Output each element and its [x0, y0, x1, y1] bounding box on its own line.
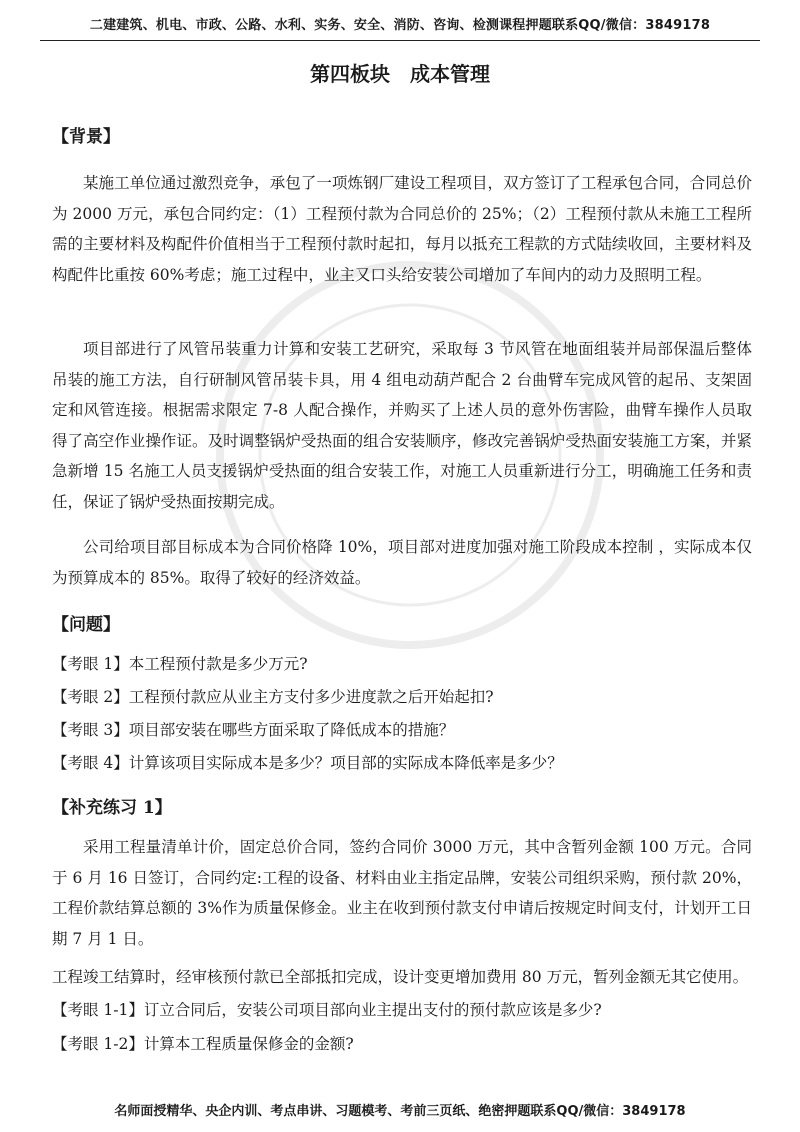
- practice-question-2: 【考眼 1-2】计算本工程质量保修金的金额?: [52, 1035, 354, 1053]
- practice-heading: 【补充练习 1】: [52, 798, 172, 818]
- background-paragraph-3: 公司给项目部目标成本为合同价格降 10%，项目部对进度加强对施工阶段成本控制 ，实际成本仅为预算成本的 85%。取得了较好的经济效益。: [52, 538, 752, 587]
- page-title: 第四板块 成本管理: [310, 62, 490, 86]
- question-4: 【考眼 4】计算该项目实际成本是多少？项目部的实际成本降低率是多少？: [52, 754, 563, 772]
- page-header: 二建建筑、机电、市政、公路、水利、实务、安全、消防、咨询、检测课程押题联系QQ/微信：3849178: [40, 14, 760, 41]
- practice-question-1: 【考眼 1-1】订立合同后，安装公司项目部向业主提出支付的预付款应该是多少?: [52, 1001, 602, 1019]
- background-paragraph-2: 项目部进行了风管吊装重力计算和安装工艺研究，采取每 3 节风管在地面组装并局部保温后整体吊装的施工方法，自行研制风管吊装卡具，用 4 组电动葫芦配合 2 台曲臂车完成风管的起吊、支架固定和风管连接。根据需求限定 7-8 人配合操作，并购买了上述人员的意外伤害险，曲臂车操作人员取得了高空作业操作证。及时调整锅炉受热面的组合安装顺序，修改完善锅炉受热面安装施工方案，并紧急新增 15 名施工人员支援锅炉受热面的组合安装工作，对施工人员重新进行分工，明确施工任务和责任，保证了锅炉受热面按期完成。: [52, 340, 752, 511]
- question-2: 【考眼 2】工程预付款应从业主方支付多少进度款之后开始起扣?: [52, 688, 494, 706]
- questions-heading: 【问题】: [52, 615, 120, 635]
- practice-paragraph-1: 采用工程量清单计价，固定总价合同，签约合同价 3000 万元，其中含暂列金额 100 万元。合同于 6 月 16 日签订，合同约定:工程的设备、材料由业主指定品牌，安装公司组织采购，预付款 20%，工程价款结算总额的 3%作为质量保修金。业主在收到预付款支付申请后按规定时间支付，计划开工日期 7 月 1 日。: [52, 838, 752, 948]
- question-1: 【考眼 1】本工程预付款是多少万元?: [52, 655, 308, 673]
- page-footer: 名师面授精华、央企内训、考点串讲、习题模考、考前三页纸、绝密押题联系QQ/微信：3849178: [114, 1104, 686, 1119]
- practice-paragraph-2: 工程竣工结算时，经审核预付款已全部抵扣完成，设计变更增加费用 80 万元，暂列金额无其它使用。: [52, 968, 749, 986]
- question-3: 【考眼 3】项目部安装在哪些方面采取了降低成本的措施？: [52, 721, 455, 739]
- background-paragraph-1: 某施工单位通过激烈竞争，承包了一项炼钢厂建设工程项目，双方签订了工程承包合同，合同总价为 2000 万元，承包合同约定：（1）工程预付款为合同总价的 25%；（2）工程预付款从未施工工程所需的主要材料及构配件价值相当于工程预付款时起扣，每月以抵充工程款的方式陆续收回，主要材料及构配件比重按 60%考虑；施工过程中，业主又口头给安装公司增加了车间内的动力及照明工程。: [52, 174, 752, 284]
- background-heading: 【背景】: [52, 127, 120, 147]
